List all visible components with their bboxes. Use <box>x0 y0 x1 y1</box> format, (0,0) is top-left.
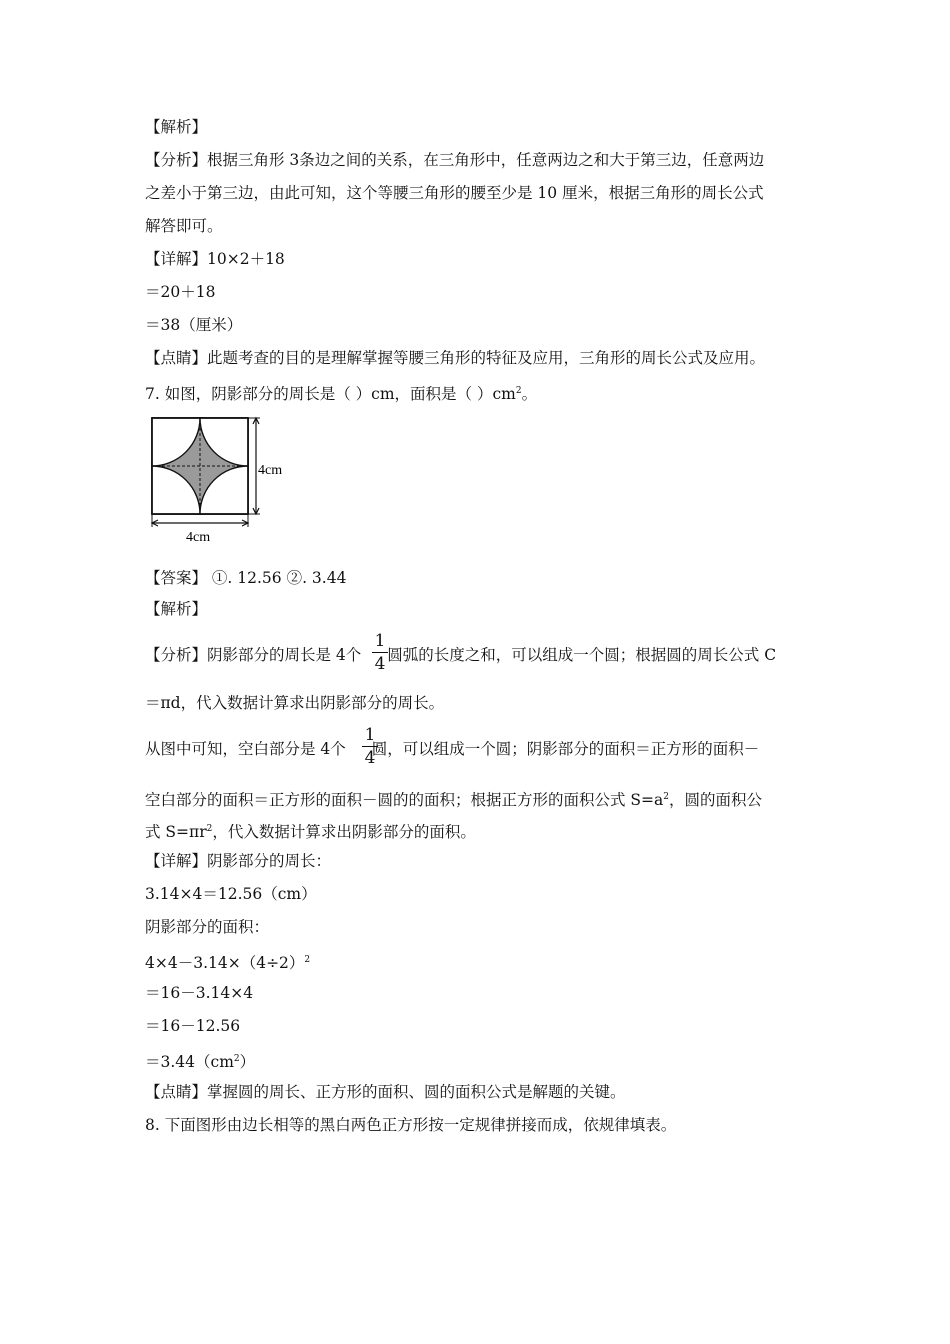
analysis-heading-2: 【解析】 <box>145 600 208 618</box>
answer-line: 【答案】 ①. 12.56 ②. 3.44 <box>145 569 347 587</box>
question-7 <box>145 380 537 405</box>
detail-text: ＝20＋18 <box>145 283 216 301</box>
analysis-perimeter-b: 圆弧的长度之和，可以组成一个圆；根据圆的周长公式 C <box>387 646 777 664</box>
analysis-perimeter-a: 【分析】阴影部分的周长是 4个 <box>145 646 362 664</box>
q7-text-b: 。 <box>521 385 538 404</box>
detail-text: 3.14×4＝12.56（cm） <box>145 885 317 903</box>
analysis-text: 【分析】根据三角形 3条边之间的关系，在三角形中，任意两边之和大于第三边，任意两边 <box>145 151 765 169</box>
figure-side-label: 4cm <box>258 463 283 478</box>
figure-bottom-label: 4cm <box>186 530 211 545</box>
analysis-area-line <box>145 738 759 760</box>
q7-sup: 2 <box>515 386 522 396</box>
analysis-area-formula: 空白部分的面积＝正方形的面积－圆的的面积；根据正方形的面积公式 $S=a^2$，圆的面积公 <box>145 791 763 810</box>
detail-text: 阴影部分的面积： <box>145 918 270 936</box>
comment-text: 【点睛】此题考查的目的是理解掌握等腰三角形的特征及应用，三角形的周长公式及应用。 <box>145 349 766 367</box>
detail-text: 【详解】阴影部分的周长： <box>145 852 332 870</box>
analysis-area-b: 圆，可以组成一个圆；阴影部分的面积＝正方形的面积－ <box>371 740 760 758</box>
analysis-text: 之差小于第三边，由此可知，这个等腰三角形的腰至少是 10 厘米，根据三角形的周长公式 <box>145 184 764 202</box>
fraction-one-quarter: 1 4 <box>362 725 378 768</box>
analysis-circle-formula: 式 $S=\pi r^2$，代入数据计算求出阴影部分的面积。 <box>145 823 476 842</box>
detail-result: $=3.44(cm^2)$ <box>145 1053 256 1072</box>
analysis-perimeter-line <box>145 644 776 666</box>
analysis-area-a: 从图中可知，空白部分是 4个 <box>145 740 346 758</box>
analysis-text: 解答即可。 <box>145 217 223 235</box>
analysis-text: ＝πd，代入数据计算求出阴影部分的周长。 <box>145 694 445 712</box>
comment-text: 【点睛】掌握圆的周长、正方形的面积、圆的面积公式是解题的关键。 <box>145 1083 626 1101</box>
detail-text: ＝16－12.56 <box>145 1017 241 1035</box>
analysis-heading-1: 【解析】 <box>145 118 208 136</box>
detail-text: ＝16－3.14×4 <box>145 984 254 1002</box>
shaded-figure <box>148 412 298 547</box>
detail-text: 【详解】10×2＋18 <box>145 250 285 268</box>
detail-formula: $4\times 4-3.14\times(4\div 2)^2$ <box>145 954 311 973</box>
detail-text: ＝38（厘米） <box>145 316 243 334</box>
fraction-one-quarter <box>372 631 388 674</box>
q7-text-a: 7. 如图，阴影部分的周长是（ ）cm，面积是（ ）cm <box>145 385 516 404</box>
fraction-numerator: 1 <box>374 631 386 651</box>
fraction-denominator: 4 <box>374 654 386 674</box>
question-8: 8. 下面图形由边长相等的黑白两色正方形按一定规律拼接而成，依规律填表。 <box>145 1116 677 1134</box>
